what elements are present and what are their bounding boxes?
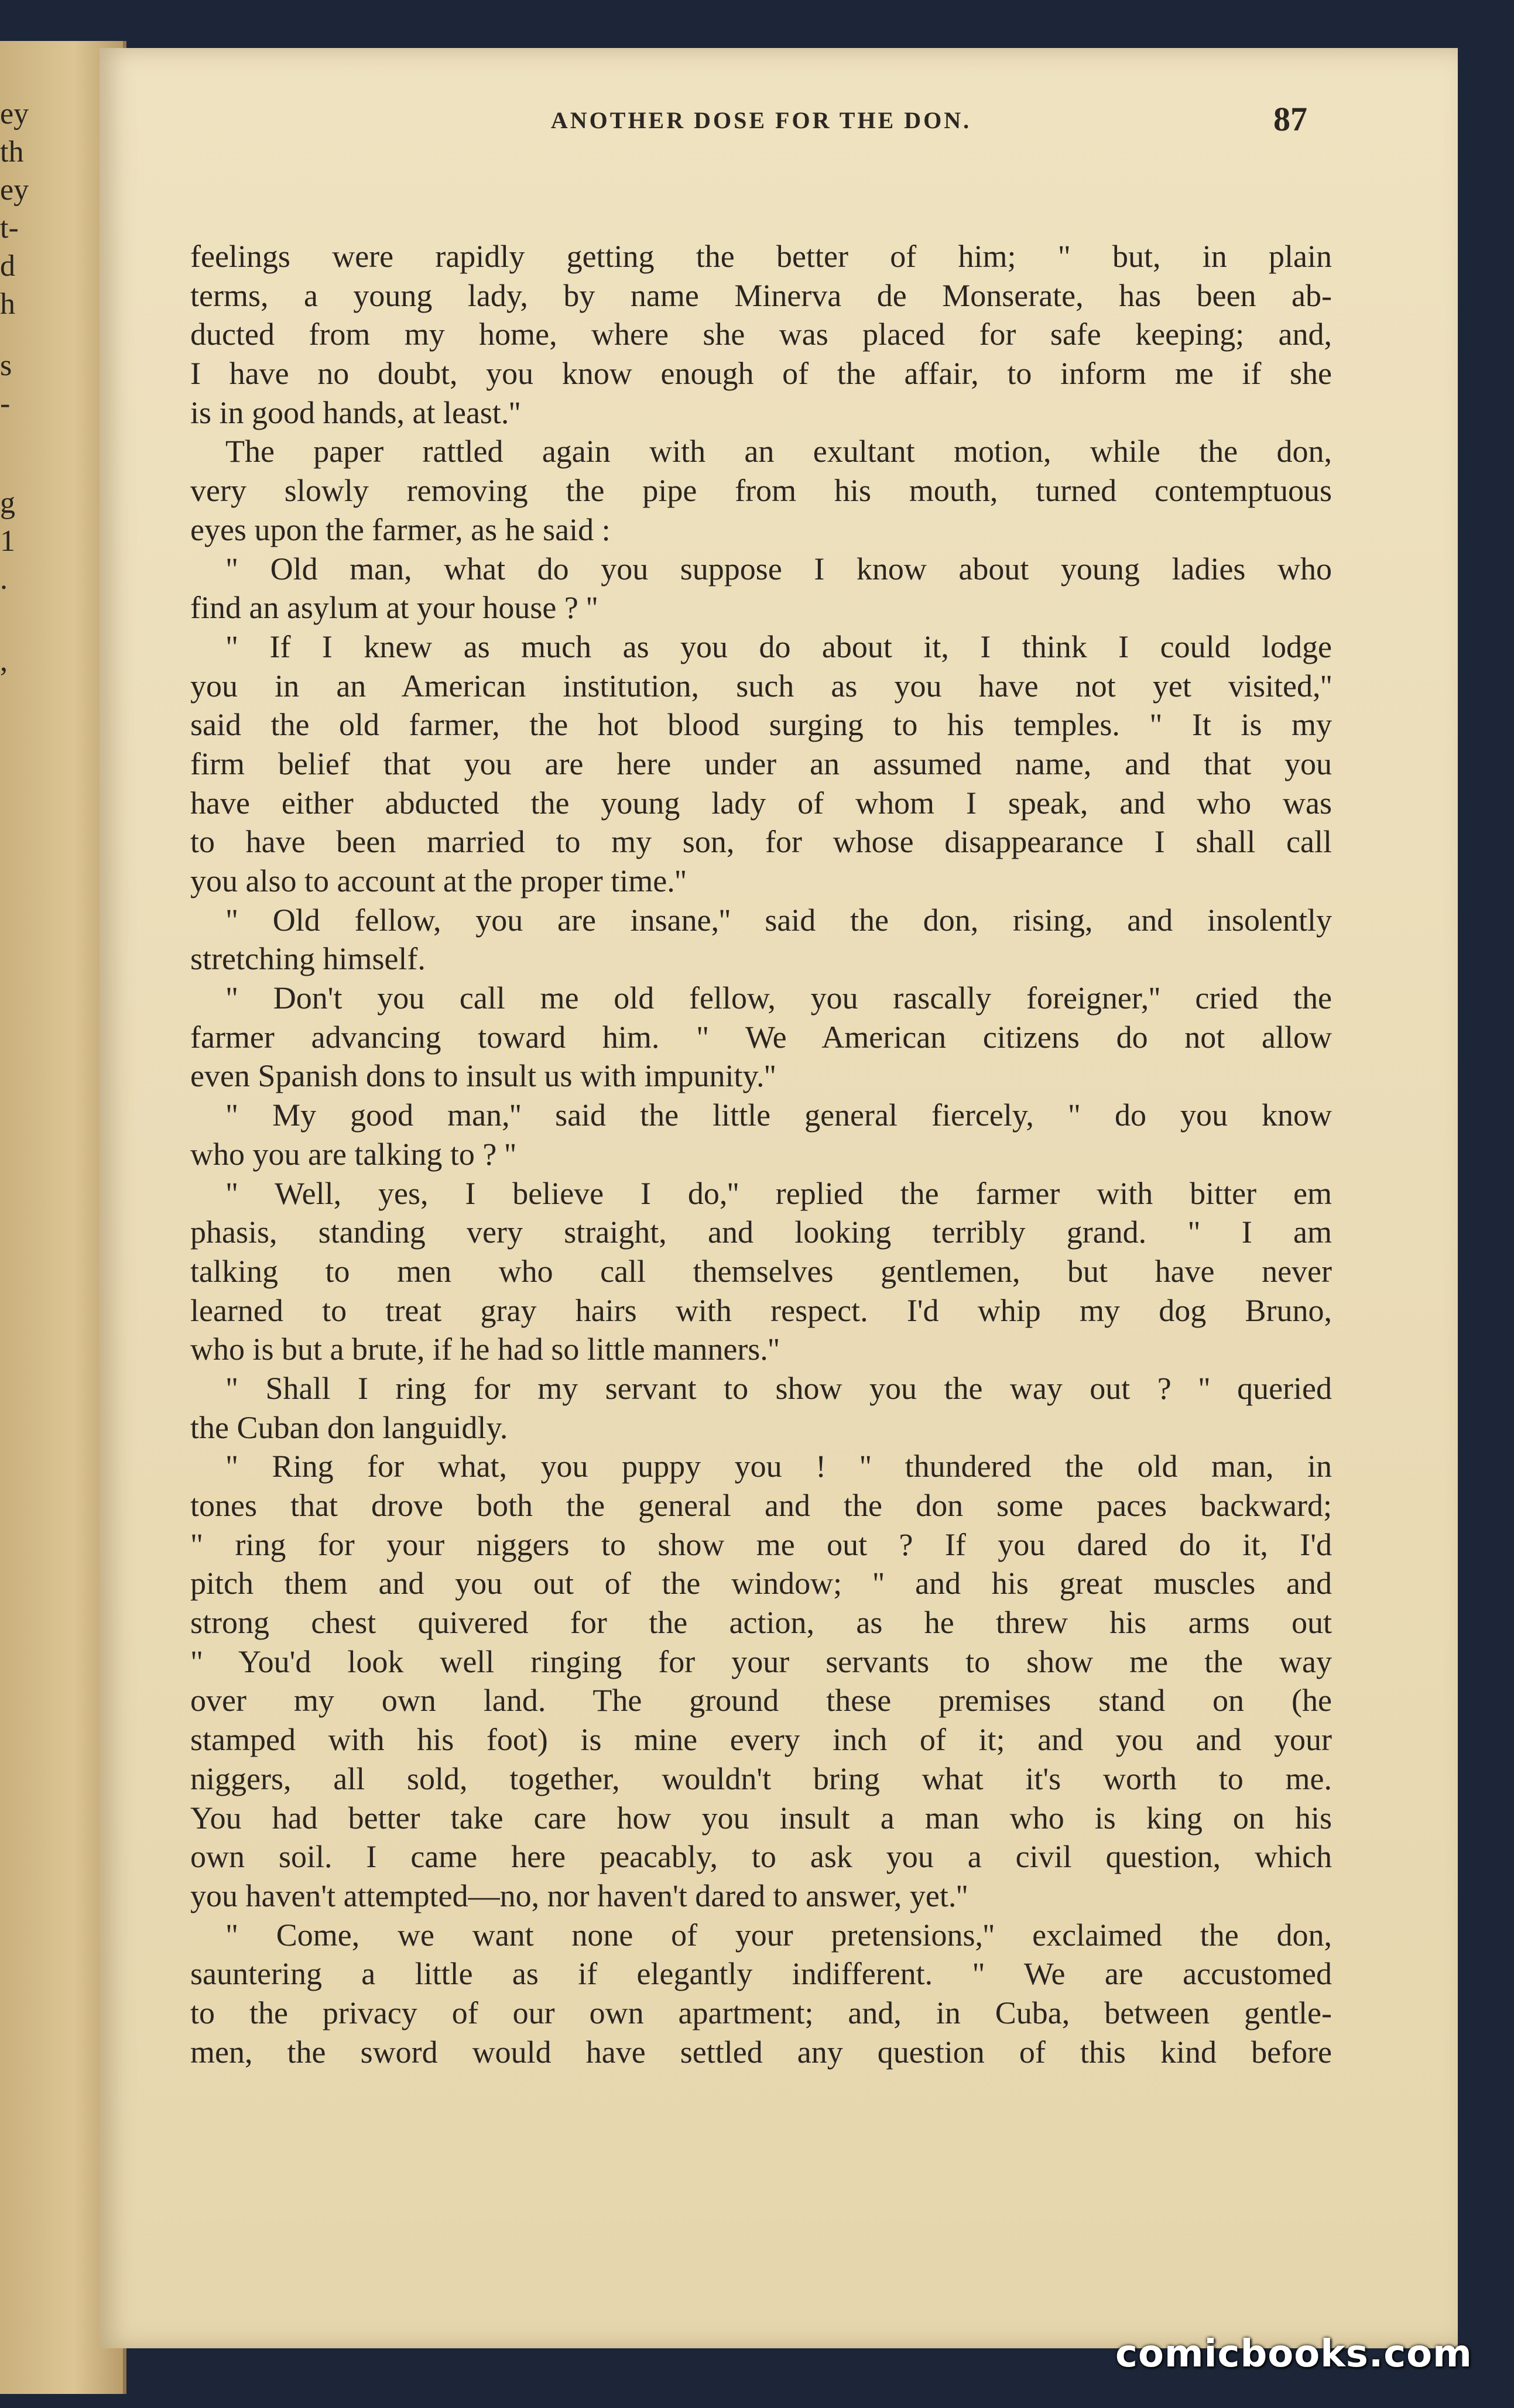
text-line: farmer advancing toward him. " We American citizens do not allow [190,1019,1332,1055]
left-page-fragment: . [0,562,8,596]
left-page-fragment: s [0,349,12,382]
text-line: " ring for your niggers to show me out ? If you dared do it, I'd [190,1527,1332,1562]
text-line: " Come, we want none of your pretensions,'' exclaimed the don, [225,1917,1332,1953]
left-page-fragment: g [0,486,15,520]
text-line: talking to men who call themselves gentlemen, but have never [190,1253,1332,1289]
text-line: stretching himself. [190,941,426,977]
text-line: who you are talking to ? '' [190,1136,516,1172]
left-page-fragment: d [0,249,15,283]
text-line: eyes upon the farmer, as he said : [190,512,611,547]
text-line: find an asylum at your house ? '' [190,590,598,626]
text-line: phasis, standing very straight, and looking terribly grand. " I am [190,1215,1332,1250]
text-line: I have no doubt, you know enough of the affair, to inform me if she [190,356,1332,392]
text-line: niggers, all sold, together, wouldn't bring what it's worth to me. [190,1761,1332,1796]
left-page-fragment: ey [0,173,29,207]
text-line: men, the sword would have settled any question of this kind before [190,2034,1332,2070]
text-line: You had better take care how you insult a man who is king on his [190,1800,1332,1836]
text-line: pitch them and you out of the window; '' and his great muscles and [190,1566,1332,1601]
left-page-fragment: ey [0,97,29,131]
text-line: " Well, yes, I believe I do,'' replied the farmer with bitter em [225,1175,1332,1211]
text-line: stamped with his foot) is mine every inch of it; and you and your [190,1722,1332,1758]
text-line: you in an American institution, such as you have not yet visited,'' [190,668,1332,704]
text-line: firm belief that you are here under an assumed name, and that you [190,746,1332,781]
text-line: you haven't attempted—no, nor haven't dared to answer, yet.'' [190,1878,968,1913]
text-line: even Spanish dons to insult us with impunity.'' [190,1058,776,1094]
running-head: ANOTHER DOSE FOR THE DON. [550,107,972,133]
text-line: feelings were rapidly getting the better of him; " but, in plain [190,239,1332,274]
text-line: " You'd look well ringing for your servants to show me the way [190,1644,1332,1679]
left-page-fragment: t- [0,211,19,245]
text-line: tones that drove both the general and the don some paces backward; [190,1488,1332,1523]
text-line: have either abducted the young lady of whom I speak, and who was [190,785,1332,821]
text-line: strong chest quivered for the action, as he threw his arms out [190,1605,1332,1641]
left-page-fragment: , [0,644,8,678]
watermark: comicbooks.com [1115,2332,1472,2376]
text-line: terms, a young lady, by name Minerva de Monserate, has been ab- [190,277,1332,313]
page-number: 87 [1273,100,1307,138]
left-page-fragment: h [0,287,15,321]
text-line: you also to account at the proper time.'' [190,863,687,898]
left-page-fragment: th [0,135,24,169]
text-line: " My good man,'' said the little general fiercely, " do you know [225,1097,1332,1133]
text-line: " Don't you call me old fellow, you rascally foreigner,'' cried the [225,980,1332,1016]
text-line: very slowly removing the pipe from his mouth, turned contemptuous [190,473,1332,509]
text-line: own soil. I came here peacably, to ask you a civil question, which [190,1839,1332,1875]
text-line: said the old farmer, the hot blood surging to his temples. " It is my [190,707,1332,743]
text-line: the Cuban don languidly. [190,1409,508,1445]
text-line: ducted from my home, where she was placed for safe keeping; and, [190,317,1332,352]
text-line: to have been married to my son, for whose disappearance I shall call [190,824,1332,860]
text-line: is in good hands, at least.'' [190,395,520,430]
body-text [190,237,1332,2071]
text-line: sauntering a little as if elegantly indifferent. " We are accustomed [190,1956,1332,1992]
left-page-fragment: - [0,387,11,420]
text-line: learned to treat gray hairs with respect. I'd whip my dog Bruno, [190,1292,1332,1328]
text-line: over my own land. The ground these premises stand on (he [190,1683,1332,1718]
text-line: who is but a brute, if he had so little manners.'' [190,1332,780,1367]
text-line: " Shall I ring for my servant to show you the way out ? '' queried [225,1370,1332,1406]
text-line: The paper rattled again with an exultant motion, while the don, [225,434,1332,469]
text-line: " Old fellow, you are insane,'' said the don, rising, and insolently [225,902,1332,938]
left-page-fragment: 1 [0,524,15,558]
text-line: " Old man, what do you suppose I know about young ladies who [225,551,1332,586]
text-line: to the privacy of our own apartment; and, in Cuba, between gentle- [190,1995,1332,2030]
text-line: " Ring for what, you puppy you ! '' thundered the old man, in [225,1449,1332,1484]
text-line: " If I knew as much as you do about it, I think I could lodge [225,629,1332,664]
